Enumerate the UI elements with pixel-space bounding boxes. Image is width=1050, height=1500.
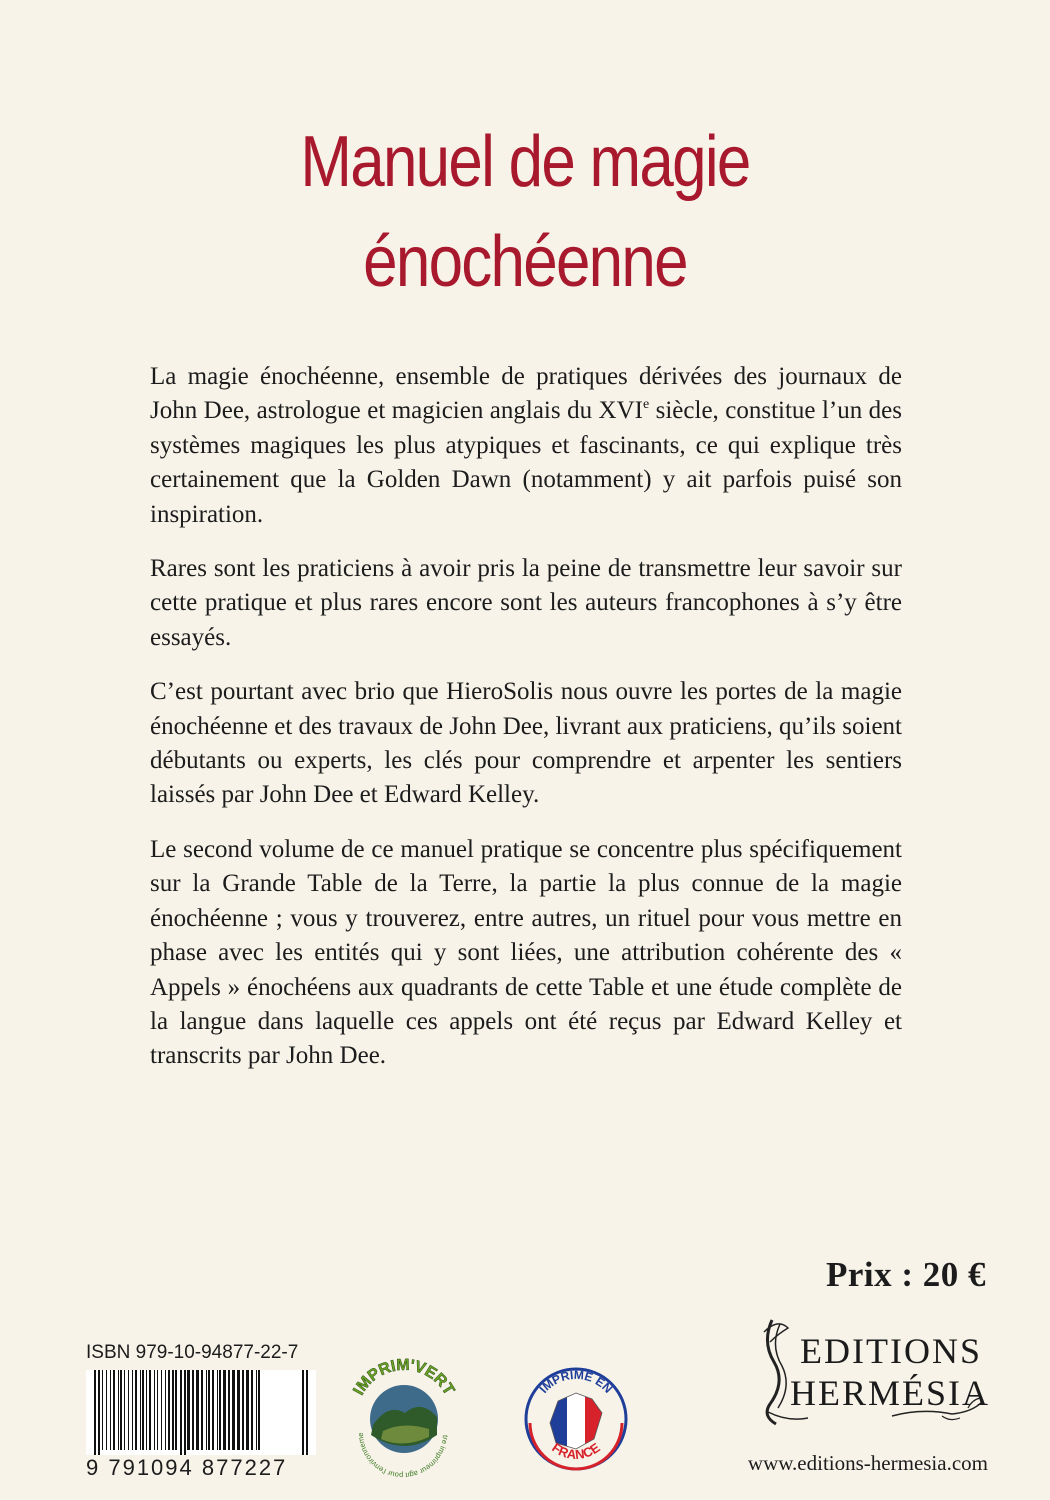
barcode-bar	[142, 1370, 144, 1450]
barcode-bar	[149, 1370, 151, 1450]
imprimvert-subtitle: tre imprimeur agit pour l'environneme	[355, 1432, 450, 1477]
barcode-bar	[251, 1370, 253, 1450]
barcode-bar	[106, 1370, 107, 1450]
barcode-bar	[113, 1370, 115, 1450]
barcode-bar	[175, 1370, 177, 1450]
publisher-website: www.editions-hermesia.com	[747, 1451, 988, 1475]
barcode-bar	[208, 1370, 210, 1450]
barcode-bar	[223, 1370, 226, 1450]
barcode-bar	[154, 1370, 155, 1450]
barcode-bar	[172, 1370, 174, 1450]
svg-text:IMPRIMÉ EN	[536, 1368, 615, 1396]
barcode-bar	[161, 1370, 162, 1450]
barcode-bar	[110, 1370, 111, 1450]
barcode-bar	[120, 1370, 122, 1450]
blurb	[150, 360, 902, 1094]
barcode-bar	[102, 1370, 103, 1450]
title-line-1: Manuel de magie	[300, 122, 750, 202]
book-title	[74, 112, 977, 312]
barcode-bar	[157, 1370, 158, 1450]
barcode-bar	[196, 1370, 199, 1450]
barcode-bar	[219, 1370, 221, 1450]
blurb-paragraph-1	[150, 360, 902, 532]
barcode-bar	[201, 1370, 203, 1450]
barcode-bar	[135, 1370, 137, 1450]
isbn: ISBN 979-10-94877-22-7	[86, 1342, 299, 1363]
title-line-2: énochéenne	[363, 222, 687, 302]
barcode-bar	[232, 1370, 235, 1450]
barcode-bar	[256, 1370, 257, 1450]
barcode-bar	[306, 1370, 308, 1458]
publisher-name-line-1: EDITIONS	[800, 1331, 982, 1371]
barcode-bar	[258, 1370, 260, 1450]
barcode-bar	[118, 1370, 119, 1450]
imprimvert-title: IMPRIM'VERT	[350, 1356, 458, 1399]
barcode-bar	[128, 1370, 129, 1450]
barcode-bar	[140, 1370, 141, 1450]
imprimvert-logo	[343, 1355, 465, 1477]
france-logo-bottom-text: FRANCE	[549, 1439, 603, 1463]
barcode-digits: 9 791094 877227	[86, 1455, 318, 1481]
barcode-bar	[187, 1370, 190, 1450]
barcode-bar	[165, 1370, 166, 1450]
blurb-paragraph-1-part-a: La magie énochéenne, ensemble de pratiques dérivées des journaux de John Dee, astrologue et magicien anglais du XVI	[150, 363, 902, 425]
barcode-bar	[98, 1370, 100, 1458]
publisher-name-line-2: HERMÉSIA	[790, 1373, 991, 1413]
blurb-paragraph-4: Le second volume de ce manuel pratique se concentre plus spécifiquement sur la Grande Table de la Terre, la partie la plus connue de la magie énochéenne ; vous y trouverez, entre autres, un rituel pour vous mettre en phase avec les entités qui y sont liées, une attribution cohérente des « Appels » énochéens aux quadrants de cette Table et une étude complète de la langue dans laquelle ces appels ont été reçus par Edward Kelley et transcrits par John Dee.	[150, 835, 902, 1070]
barcode-bar	[94, 1370, 96, 1458]
barcode-bar	[124, 1370, 125, 1450]
barcode-bar	[242, 1370, 244, 1450]
barcode-bar	[302, 1370, 304, 1458]
barcode	[86, 1370, 316, 1458]
barcode-bar	[168, 1370, 170, 1450]
barcode-bar	[184, 1370, 186, 1458]
blurb-paragraph-3: C’est pourtant avec brio que HieroSolis nous ouvre les portes de la magie énochéenne et des travaux de John Dee, livrant aux praticiens, qu’ils soient débutants ou experts, les clés pour comprendre et arpenter les sentiers laissés par John Dee et Edward Kelley.	[150, 678, 902, 809]
barcode-bar	[206, 1370, 207, 1450]
blurb-paragraph-1-part-b: siècle, constitue l’un des systèmes magiques les plus atypiques et fascinants, ce qui explique très certainement que la Golden Dawn (notamment) y ait parfois puisé son inspiration.	[150, 397, 902, 528]
price: Prix : 20 €	[825, 1255, 986, 1294]
barcode-bar	[146, 1370, 147, 1450]
france-logo-top-text: IMPRIMÉ EN	[536, 1367, 616, 1396]
century-superscript: e	[642, 397, 650, 413]
barcode-bar	[246, 1370, 249, 1450]
barcode-bar	[217, 1370, 218, 1450]
blurb-paragraph-2: Rares sont les praticiens à avoir pris la peine de transmettre leur savoir sur cette pratique et plus rares encore sont les auteurs francophones à s’y être essayés.	[150, 555, 902, 651]
barcode-bar	[192, 1370, 194, 1450]
barcode-bar	[132, 1370, 133, 1450]
barcode-bar	[212, 1370, 214, 1450]
barcode-bar	[180, 1370, 182, 1458]
made-in-france-logo	[520, 1363, 632, 1475]
barcode-bar	[237, 1370, 240, 1450]
barcode-bar	[228, 1370, 230, 1450]
